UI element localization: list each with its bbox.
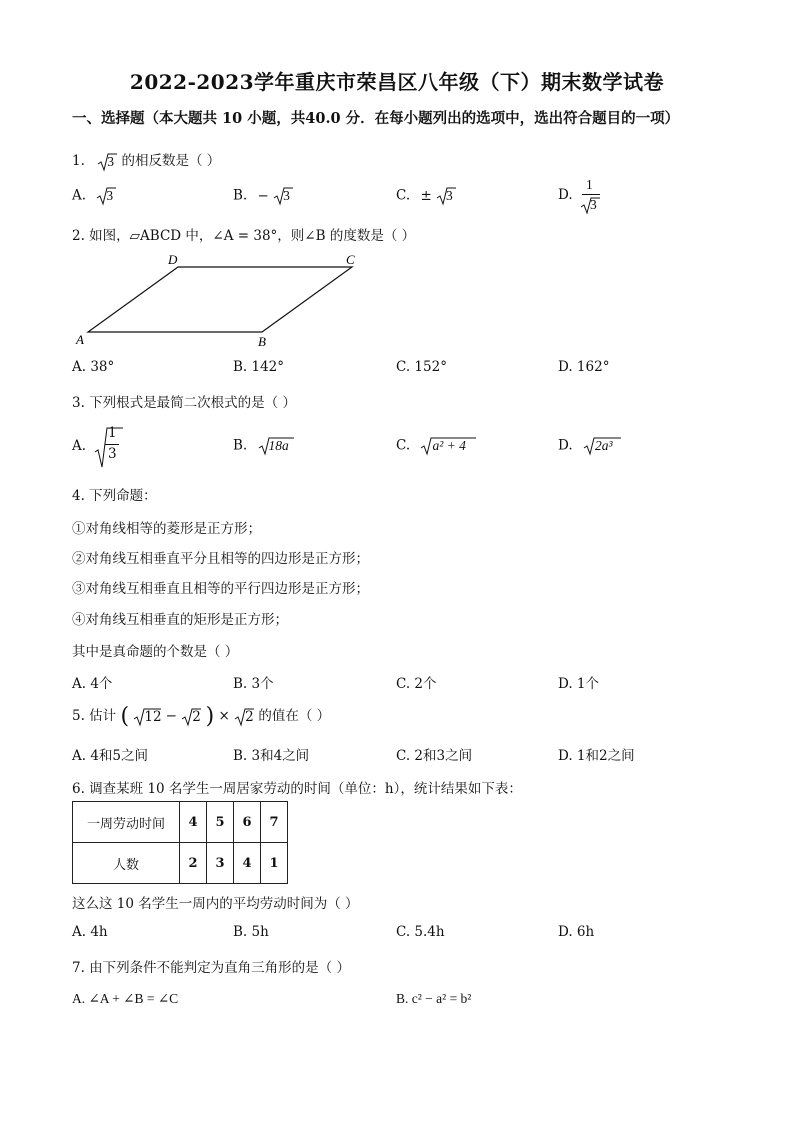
labor-time-table bbox=[72, 801, 288, 884]
sqrt-symbol: 18a bbox=[258, 436, 294, 456]
proposition-1: ①对角线相等的菱形是正方形； bbox=[72, 521, 261, 537]
table-header-cell: 一周劳动时间 bbox=[73, 802, 180, 843]
fraction-bar bbox=[105, 444, 119, 445]
sqrt-symbol: 2 bbox=[234, 707, 254, 727]
q2-option-a[interactable]: A. 38° bbox=[72, 359, 115, 375]
fraction-bar bbox=[582, 194, 600, 195]
left-paren: ( bbox=[120, 704, 130, 729]
q1-option-a[interactable]: A. 3 bbox=[72, 186, 116, 206]
q4-option-c[interactable]: C. 2个 bbox=[396, 676, 437, 692]
question-4: 4. 下列命题： bbox=[72, 488, 157, 504]
q4-option-b[interactable]: B. 3个 bbox=[233, 676, 274, 692]
table-cell: 5 bbox=[207, 802, 234, 843]
q1-option-c[interactable]: C. ± 3 bbox=[396, 186, 456, 206]
table-row bbox=[73, 802, 288, 843]
q3-option-d[interactable]: D. 2a³ bbox=[558, 436, 621, 456]
question-2: 2. 如图，▱ABCD 中，∠A = 38°，则∠B 的度数是（ ） bbox=[72, 228, 416, 244]
table-cell: 4 bbox=[180, 802, 207, 843]
q6-option-b[interactable]: B. 5h bbox=[233, 924, 269, 940]
table-row bbox=[73, 843, 288, 884]
q7-option-b[interactable]: B. c² − a² = b² bbox=[396, 991, 472, 1006]
proposition-4: ④对角线互相垂直的矩形是正方形； bbox=[72, 612, 288, 628]
q5-option-d[interactable]: D. 1和2之间 bbox=[558, 748, 635, 764]
right-paren: ) bbox=[205, 704, 215, 729]
question-1-text: 的相反数是（ ） bbox=[121, 153, 221, 169]
question-1 bbox=[72, 149, 220, 172]
vertex-a-label: A bbox=[76, 332, 84, 347]
question-5: 5. 估计 ( 12 − 2 ) × 2 的值在（ ） bbox=[72, 704, 331, 729]
sqrt-symbol: 3 bbox=[97, 152, 117, 172]
fraction-denominator: 3 bbox=[108, 446, 117, 462]
question-6-prompt: 这么这 10 名学生一周内的平均劳动时间为（ ） bbox=[72, 896, 359, 912]
sqrt-symbol: 3 bbox=[273, 186, 293, 206]
section-heading: 一、选择题（本大题共 10 小题，共40.0 分．在每小题列出的选项中，选出符合题目的一项） bbox=[72, 110, 680, 127]
table-header-cell: 人数 bbox=[73, 843, 180, 884]
question-7: 7. 由下列条件不能判定为直角三角形的是（ ） bbox=[72, 960, 350, 976]
table-cell: 7 bbox=[261, 802, 288, 843]
fraction-numerator: 1 bbox=[586, 177, 593, 192]
question-4-prompt: 其中是真命题的个数是（ ） bbox=[72, 644, 239, 660]
fraction-numerator: 1 bbox=[108, 425, 117, 441]
question-6: 6. 调查某班 10 名学生一周居家劳动的时间（单位：h），统计结果如下表： bbox=[72, 781, 522, 797]
page-title: 2022-2023学年重庆市荣昌区八年级（下）期末数学试卷 bbox=[129, 70, 665, 94]
q4-option-d[interactable]: D. 1个 bbox=[558, 676, 600, 692]
sqrt-symbol: 3 bbox=[96, 186, 116, 206]
vertex-c-label: C bbox=[346, 252, 355, 267]
question-1-number: 1. bbox=[72, 153, 85, 169]
q3-option-c[interactable]: C. a² + 4 bbox=[396, 436, 476, 456]
question-3: 3. 下列根式是最简二次根式的是（ ） bbox=[72, 395, 296, 411]
q7-option-a[interactable]: A. ∠A + ∠B = ∠C bbox=[72, 991, 179, 1006]
vertex-d-label: D bbox=[168, 252, 178, 267]
table-cell: 4 bbox=[234, 843, 261, 884]
q3-option-a[interactable]: A. 1 3 bbox=[72, 424, 152, 468]
sqrt-symbol: 2a³ bbox=[583, 436, 621, 456]
sqrt-symbol: 3 bbox=[580, 196, 600, 214]
q5-option-b[interactable]: B. 3和4之间 bbox=[233, 748, 310, 764]
proposition-3: ③对角线互相垂直且相等的平行四边形是正方形； bbox=[72, 581, 369, 597]
q5-option-a[interactable]: A. 4和5之间 bbox=[72, 748, 149, 764]
sqrt-symbol: 2 bbox=[181, 707, 201, 727]
q5-option-c[interactable]: C. 2和3之间 bbox=[396, 748, 473, 764]
q2-option-d[interactable]: D. 162° bbox=[558, 359, 610, 375]
parallelogram-figure bbox=[70, 250, 370, 350]
q6-option-c[interactable]: C. 5.4h bbox=[396, 924, 445, 940]
vertex-b-label: B bbox=[258, 334, 266, 349]
sqrt-symbol: 12 bbox=[133, 707, 161, 727]
q4-option-a[interactable]: A. 4个 bbox=[72, 676, 113, 692]
table-cell: 2 bbox=[180, 843, 207, 884]
sqrt-symbol: a² + 4 bbox=[420, 436, 476, 456]
proposition-2: ②对角线互相垂直平分且相等的四边形是正方形； bbox=[72, 551, 369, 567]
sqrt-symbol: 3 bbox=[436, 186, 456, 206]
table-cell: 1 bbox=[261, 843, 288, 884]
table-cell: 6 bbox=[234, 802, 261, 843]
q2-option-c[interactable]: C. 152° bbox=[396, 359, 447, 375]
q1-option-b[interactable]: B. − 3 bbox=[233, 186, 293, 206]
q6-option-a[interactable]: A. 4h bbox=[72, 924, 108, 940]
q2-option-b[interactable]: B. 142° bbox=[233, 359, 285, 375]
q6-option-d[interactable]: D. 6h bbox=[558, 924, 595, 940]
table-cell: 3 bbox=[207, 843, 234, 884]
q3-option-b[interactable]: B. 18a bbox=[233, 436, 294, 456]
